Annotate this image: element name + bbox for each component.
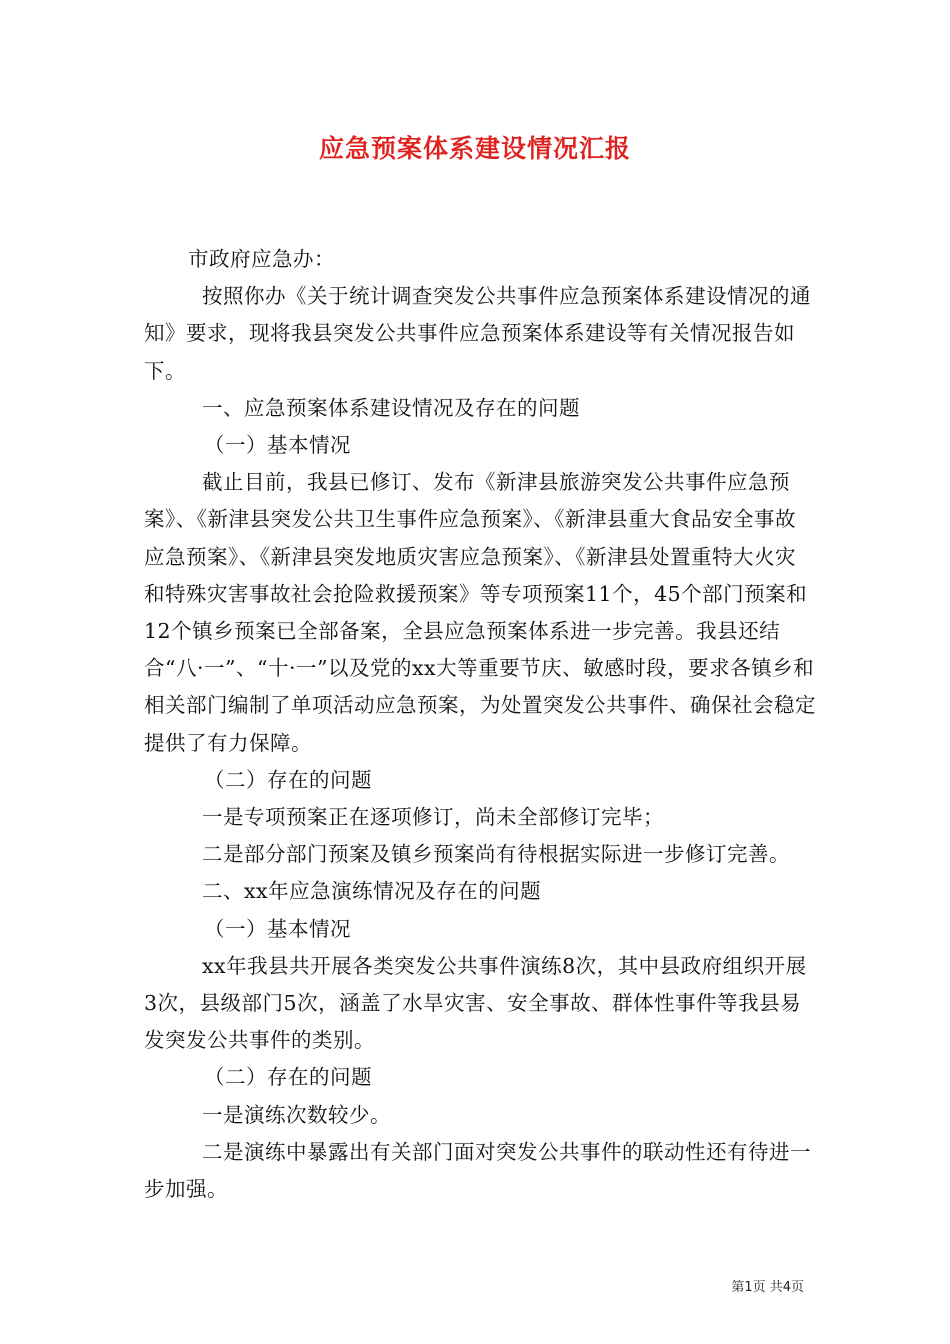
- section-2-issue-1: 一是演练次数较少。: [202, 1102, 391, 1127]
- section-1-issue-2: 二是部分部门预案及镇乡预案尚有待根据实际进一步修订完善。: [202, 842, 790, 867]
- section-2-issue-2: 二是演练中暴露出有关部门面对突发公共事件的联动性还有待进一步加强。: [144, 1139, 811, 1202]
- section-1-issue-1: 一是专项预案正在逐项修订，尚未全部修订完毕；: [202, 805, 664, 830]
- document-body: [144, 241, 816, 1208]
- section-2-sub-1-body: xx年我县共开展各类突发公共事件演练8次，其中县政府组织开展3次，县级部门5次，涵盖了水旱灾害、安全事故、群体性事件等我县易发突发公共事件的类别。: [144, 953, 807, 1053]
- intro-paragraph: 按照你办《关于统计调查突发公共事件应急预案体系建设情况的通知》要求，现将我县突发公共事件应急预案体系建设等有关情况报告如下。: [144, 284, 811, 383]
- section-1-sub-1-heading: （一）基本情况: [204, 433, 351, 458]
- page-number: 第1页 共4页: [731, 1280, 804, 1295]
- salutation: 市政府应急办：: [188, 247, 335, 271]
- section-2-sub-1-heading: （一）基本情况: [204, 916, 351, 941]
- section-2-sub-2-heading: （二）存在的问题: [204, 1065, 372, 1090]
- section-1-sub-2-heading: （二）存在的问题: [204, 767, 372, 792]
- section-1-heading: 一、应急预案体系建设情况及存在的问题: [202, 395, 580, 420]
- section-2-heading: 二、xx年应急演练情况及存在的问题: [202, 879, 542, 904]
- section-1-sub-1-body: 截止目前，我县已修订、发布《新津县旅游突发公共事件应急预案》、《新津县突发公共卫生事件应急预案》、《新津县重大食品安全事故应急预案》、《新津县突发地质灾害应急预案》、《新津县处置重特大火灾和特殊灾害事故社会抢险救援预案》等专项预案11个，45个部门预案和12个镇乡预案已全部备案，全县应急预案体系进一步完善。我县还结合“八·一”、“十·一”以及党的xx大等重要节庆、敏感时段，要求各镇乡和相关部门编制了单项活动应急预案，为处置突发公共事件、确保社会稳定提供了有力保障。: [144, 470, 816, 755]
- document-title: 应急预案体系建设情况汇报: [318, 134, 631, 163]
